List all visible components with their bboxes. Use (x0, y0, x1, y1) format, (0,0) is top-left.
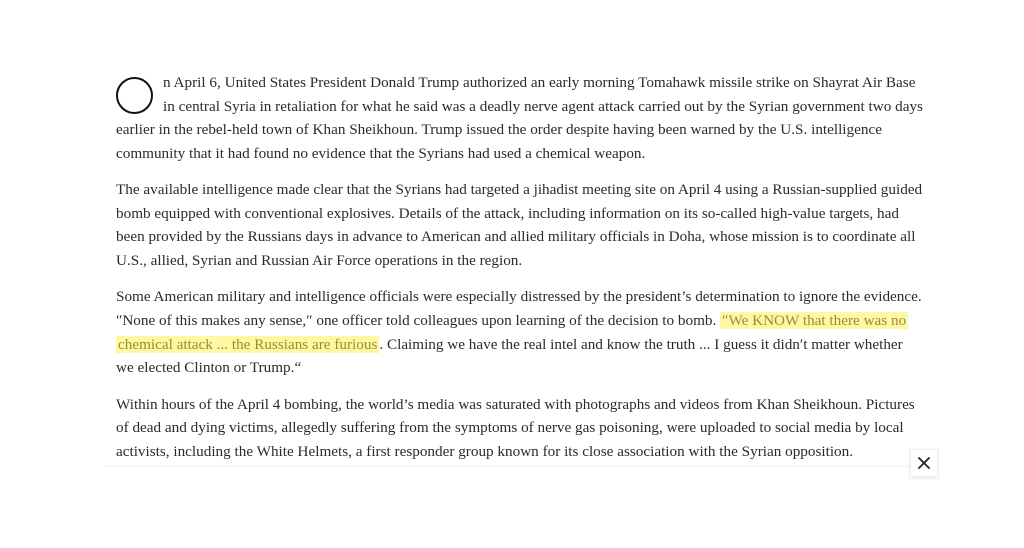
paragraph-text: The available intelligence made clear that the Syrians had targeted a jihadist meeting site on April 4 using a Russian-supplied guided bomb equipped with conventional explosives. Details of the attack, including information on its so-called high-value targets, had been provided by the Russians days in advance to American and allied military officials in Doha, whose mission is to coordinate all U.S., allied, Syrian and Russian Air Force operations in the region. (116, 181, 923, 269)
article-body (116, 71, 924, 476)
paragraph-text: n April 6, United States President Donald Trump authorized an early morning Tomahawk missile strike on Shayrat Air Base in central Syria in retaliation for what he said was a deadly nerve agent attack carried out by the Syrian government two days earlier in the rebel-held town of Khan Sheikhoun. Trump issued the order despite having been warned by the U.S. intelligence community that it had found no evidence that the Syrians had used a chemical weapon. (116, 74, 923, 162)
article-paragraph-3 (116, 285, 924, 379)
article-paragraph-4 (116, 393, 924, 464)
close-icon (918, 457, 930, 469)
close-button[interactable] (910, 449, 938, 477)
article-paragraph-2 (116, 178, 924, 272)
drop-cap-circle-icon (116, 77, 153, 114)
paragraph-text: Within hours of the April 4 bombing, the world’s media was saturated with photographs and videos from Khan Sheikhoun. Pictures of dead and dying victims, allegedly suffering from the symptoms of nerve gas poisoning, were uploaded to social media by local activists, including the White Helmets, a first responder group known for its close association with the Syrian opposition. (116, 395, 915, 460)
bottom-overlay-edge (104, 466, 936, 473)
paragraph-text-after: . Claiming we have the real intel and know the truth ... I guess it didn′t matter whether we elected Clinton or Trump.“ (116, 335, 903, 377)
drop-cap (116, 77, 153, 114)
highlighted-quote[interactable]: ″We KNOW that there was no chemical attack ... the Russians are furious (118, 311, 907, 353)
paragraph-text-before: Some American military and intelligence officials were especially distressed by the president’s determination to ignore the evidence. ″None of this makes any sense,″ one officer told colleagues upon learning of the decision to bomb. (116, 288, 922, 329)
article-paragraph-1 (116, 71, 924, 165)
